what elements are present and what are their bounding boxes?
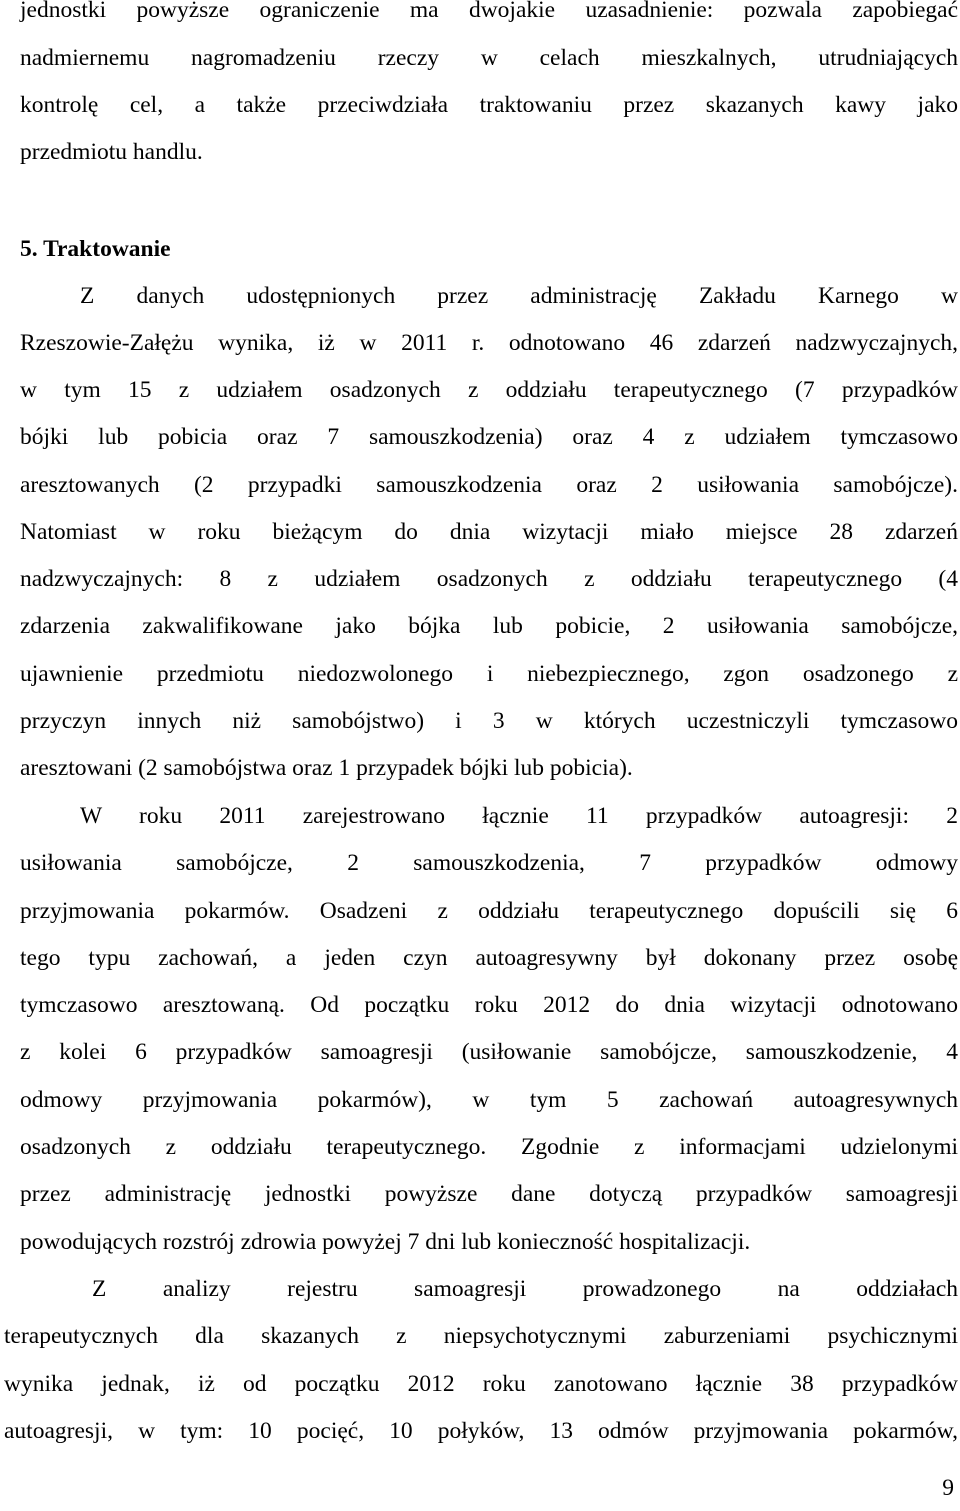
text-line: Natomiast w roku bieżącym do dnia wizytacji miało miejsce 28 zdarzeń (20, 519, 958, 545)
text-line: terapeutycznych dla skazanych z niepsychotycznymi zaburzeniami psychicznymi (4, 1323, 958, 1349)
text-line: osadzonych z oddziału terapeutycznego. Zgodnie z informacjami udzielonymi (20, 1134, 958, 1160)
text-line: przez administrację jednostki powyższe dane dotyczą przypadków samoagresji (20, 1181, 958, 1207)
text-line: autoagresji, w tym: 10 pocięć, 10 połyków, 13 odmów przyjmowania pokarmów, (4, 1418, 958, 1444)
text-line: Z danych udostępnionych przez administrację Zakładu Karnego w (80, 283, 958, 309)
text-line: Z analizy rejestru samoagresji prowadzonego na oddziałach (92, 1276, 958, 1302)
text-line: zdarzenia zakwalifikowane jako bójka lub pobicie, 2 usiłowania samobójcze, (20, 613, 958, 639)
text-line: ujawnienie przedmiotu niedozwolonego i niebezpiecznego, zgon osadzonego z (20, 661, 958, 687)
page-number: 9 (942, 1475, 954, 1501)
text-line: z kolei 6 przypadków samoagresji (usiłowanie samobójcze, samouszkodzenie, 4 (20, 1039, 958, 1065)
text-line: usiłowania samobójcze, 2 samouszkodzenia, 7 przypadków odmowy (20, 850, 958, 876)
text-line: w tym 15 z udziałem osadzonych z oddziału terapeutycznego (7 przypadków (20, 377, 958, 403)
text-line: aresztowani (2 samobójstwa oraz 1 przypadek bójki lub pobicia). (20, 755, 633, 781)
text-line: przedmiotu handlu. (20, 139, 203, 165)
text-line: bójki lub pobicia oraz 7 samouszkodzenia) oraz 4 z udziałem tymczasowo (20, 424, 958, 450)
text-line: kontrolę cel, a także przeciwdziała traktowaniu przez skazanych kawy jako (20, 92, 958, 118)
text-line: wynika jednak, iż od początku 2012 roku zanotowano łącznie 38 przypadków (4, 1371, 958, 1397)
text-line: W roku 2011 zarejestrowano łącznie 11 przypadków autoagresji: 2 (80, 803, 958, 829)
text-line: jednostki powyższe ograniczenie ma dwojakie uzasadnienie: pozwala zapobiegać (20, 0, 958, 23)
text-line: odmowy przyjmowania pokarmów), w tym 5 zachowań autoagresywnych (20, 1087, 958, 1113)
text-line: przyjmowania pokarmów. Osadzeni z oddziału terapeutycznego dopuścili się 6 (20, 898, 958, 924)
text-line: nadmiernemu nagromadzeniu rzeczy w celach mieszkalnych, utrudniających (20, 45, 958, 71)
section-heading: 5. Traktowanie (20, 236, 171, 262)
text-line: Rzeszowie-Załężu wynika, iż w 2011 r. odnotowano 46 zdarzeń nadzwyczajnych, (20, 330, 958, 356)
text-line: przyczyn innych niż samobójstwo) i 3 w których uczestniczyli tymczasowo (20, 708, 958, 734)
text-line: aresztowanych (2 przypadki samouszkodzenia oraz 2 usiłowania samobójcze). (20, 472, 958, 498)
text-line: tymczasowo aresztowaną. Od początku roku 2012 do dnia wizytacji odnotowano (20, 992, 958, 1018)
text-line: tego typu zachowań, a jeden czyn autoagresywny był dokonany przez osobę (20, 945, 958, 971)
text-line: nadzwyczajnych: 8 z udziałem osadzonych z oddziału terapeutycznego (4 (20, 566, 958, 592)
text-line: powodujących rozstrój zdrowia powyżej 7 dni lub konieczność hospitalizacji. (20, 1229, 751, 1255)
